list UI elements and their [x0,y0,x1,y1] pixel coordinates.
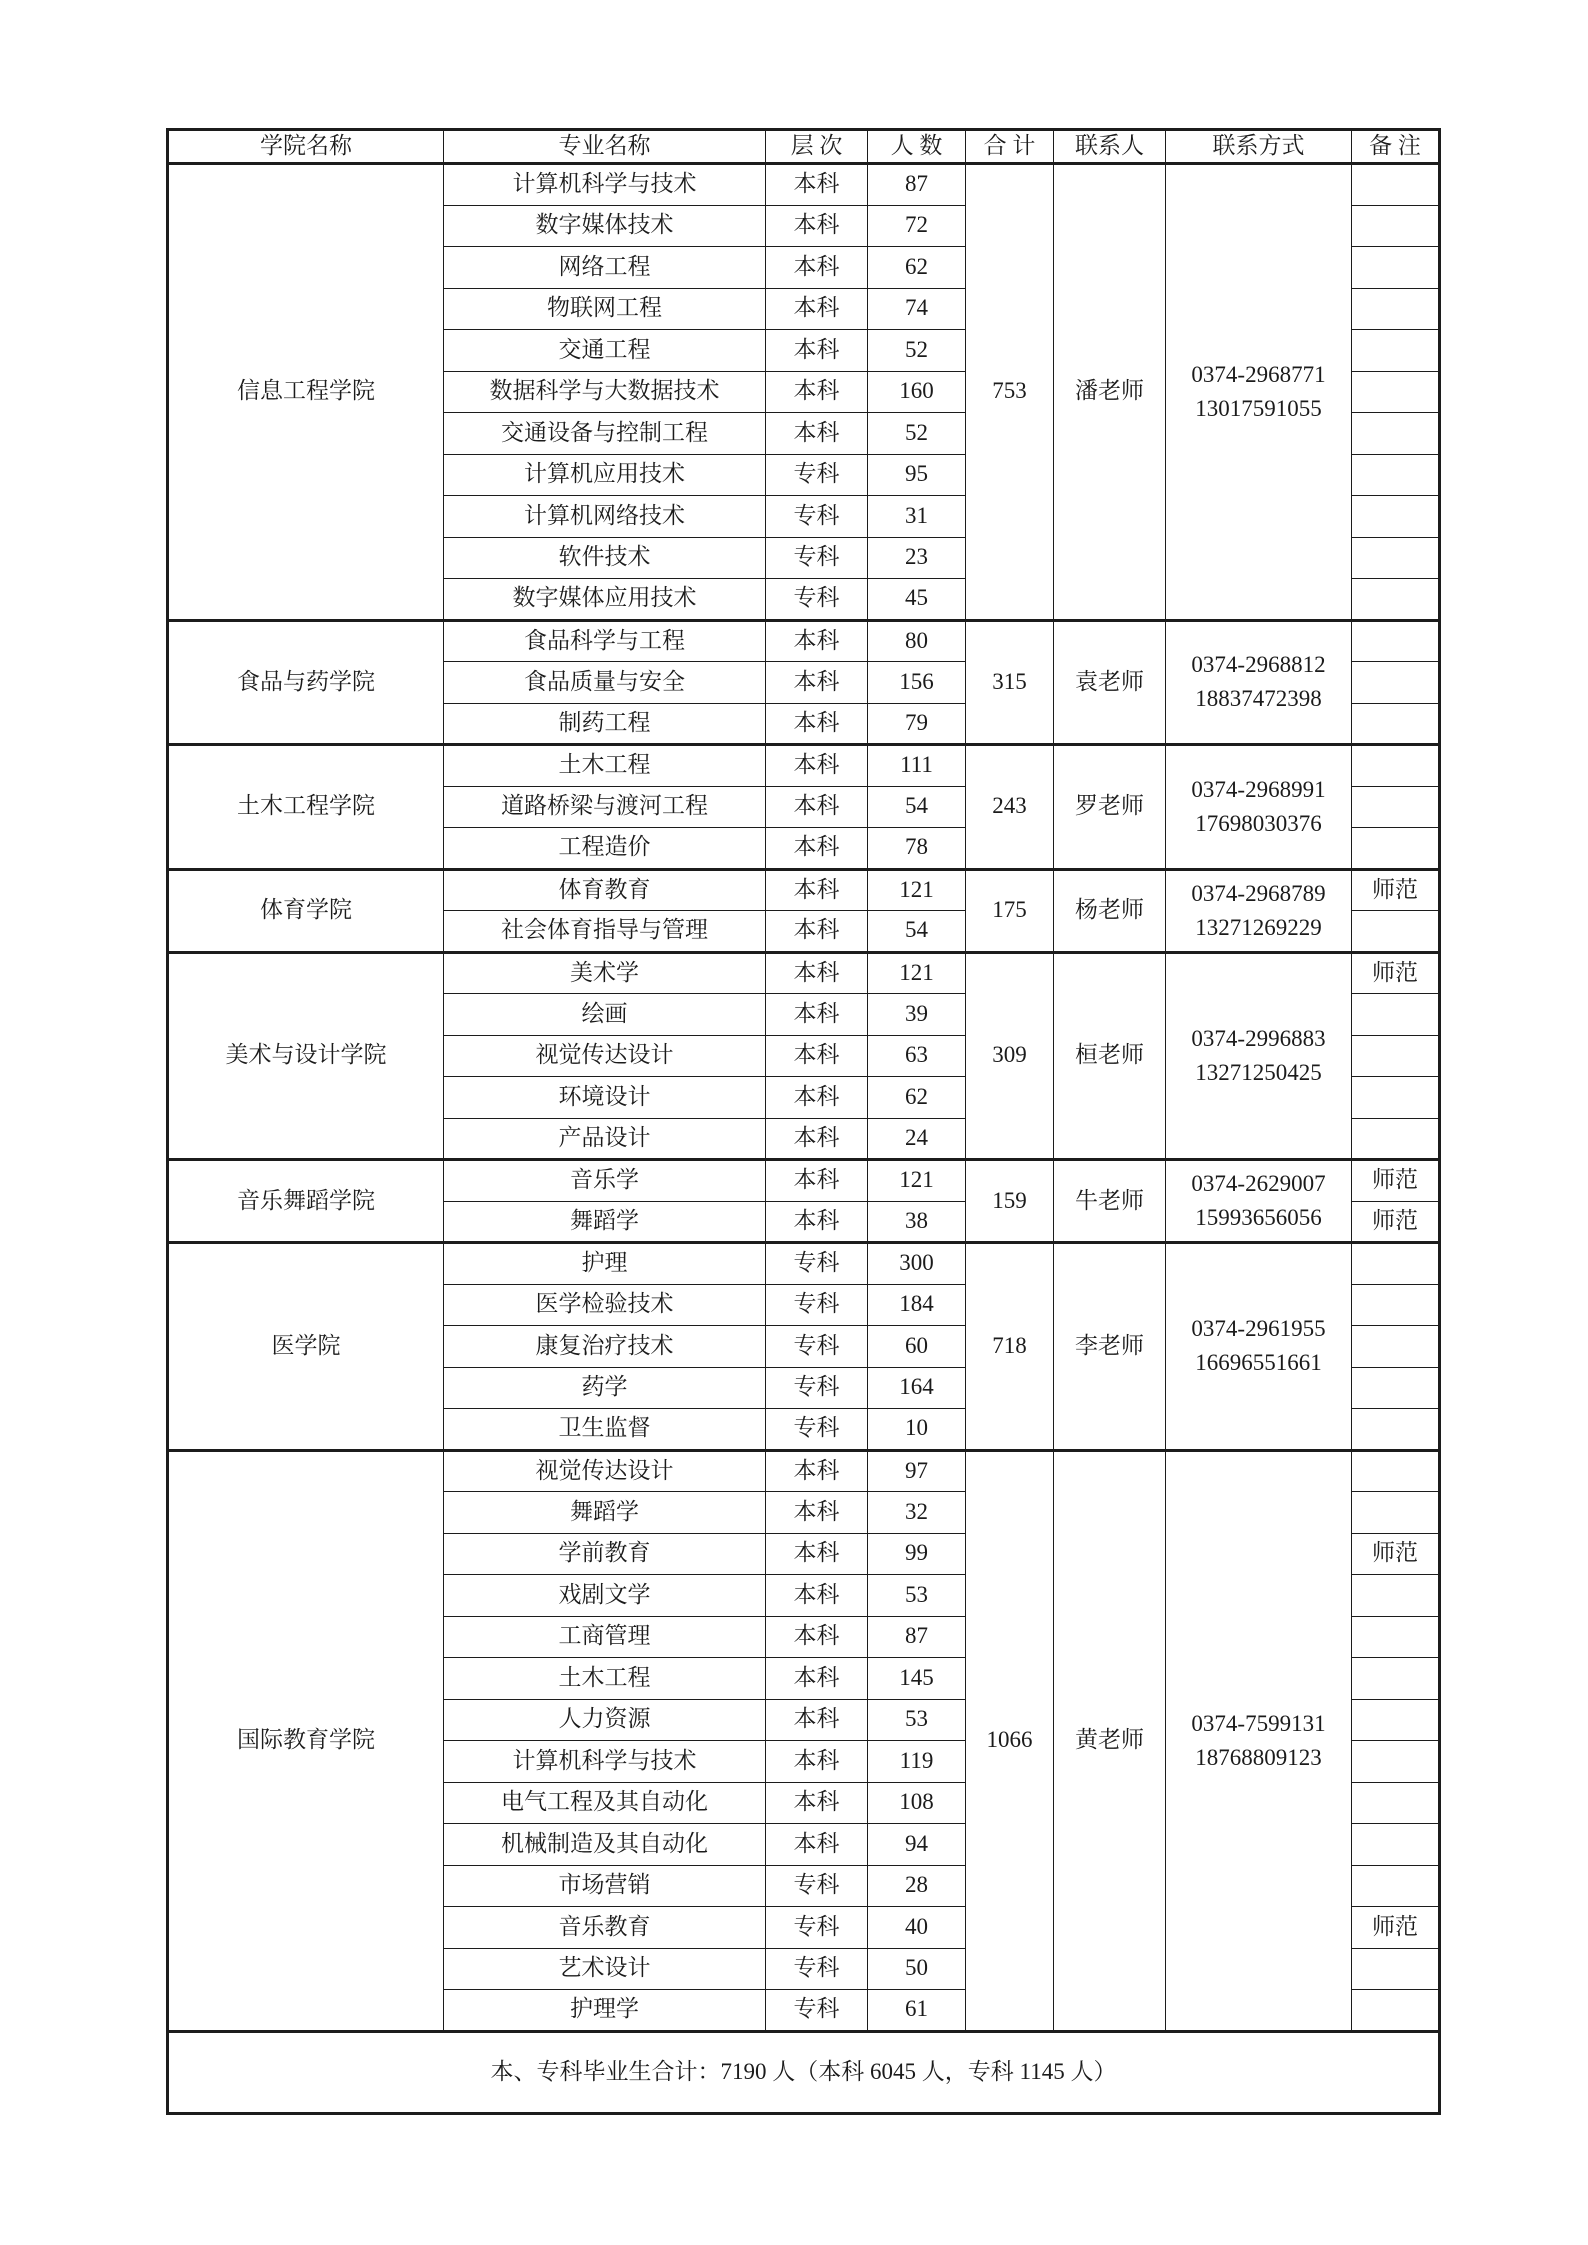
level-cell: 本科 [766,1118,868,1160]
major-cell: 舞蹈学 [444,1492,766,1534]
phone-line: 0374-2968812 [1191,652,1326,678]
major-cell: 人力资源 [444,1699,766,1741]
note-cell [1352,1367,1440,1409]
level-cell: 专科 [766,1907,868,1949]
note-cell [1352,1658,1440,1700]
note-cell [1352,1243,1440,1285]
phone-line: 13017591055 [1195,395,1322,421]
count-cell: 63 [868,1035,966,1077]
note-cell [1352,786,1440,828]
count-cell: 111 [868,745,966,787]
count-cell: 121 [868,1160,966,1202]
contact-cell: 李老师 [1054,1243,1166,1451]
level-cell: 专科 [766,1409,868,1451]
count-cell: 145 [868,1658,966,1700]
count-cell: 53 [868,1699,966,1741]
note-cell [1352,1492,1440,1534]
table-row [168,620,1440,662]
major-cell: 环境设计 [444,1077,766,1119]
phone-line: 17698030376 [1195,810,1322,836]
total-cell: 175 [966,869,1054,952]
note-cell [1352,828,1440,870]
level-cell: 专科 [766,496,868,538]
phone-line: 0374-2968771 [1191,361,1326,387]
note-cell [1352,1865,1440,1907]
major-cell: 计算机应用技术 [444,454,766,496]
note-cell [1352,330,1440,372]
note-cell: 师范 [1352,1533,1440,1575]
contact-cell: 袁老师 [1054,620,1166,745]
major-cell: 美术学 [444,952,766,994]
count-cell: 62 [868,247,966,289]
level-cell: 本科 [766,1741,868,1783]
phone-line: 15993656056 [1195,1205,1322,1230]
total-cell: 315 [966,620,1054,745]
note-cell [1352,703,1440,745]
table-row [168,952,1440,994]
note-cell [1352,1575,1440,1617]
count-cell: 54 [868,786,966,828]
count-cell: 300 [868,1243,966,1285]
level-cell: 本科 [766,247,868,289]
note-cell [1352,1409,1440,1451]
major-cell: 视觉传达设计 [444,1450,766,1492]
total-cell: 753 [966,164,1054,621]
college-name-cell: 体育学院 [168,869,444,952]
note-cell [1352,1741,1440,1783]
major-cell: 计算机科学与技术 [444,164,766,206]
phone-line: 18768809123 [1195,1744,1322,1770]
note-cell [1352,1450,1440,1492]
major-cell: 工商管理 [444,1616,766,1658]
count-cell: 32 [868,1492,966,1534]
major-cell: 绘画 [444,994,766,1036]
total-cell: 159 [966,1160,1054,1243]
major-cell: 工程造价 [444,828,766,870]
total-cell: 718 [966,1243,1054,1451]
level-cell: 本科 [766,1658,868,1700]
count-cell: 60 [868,1326,966,1368]
note-cell [1352,413,1440,455]
level-cell: 本科 [766,1160,868,1202]
count-cell: 94 [868,1824,966,1866]
count-cell: 79 [868,703,966,745]
count-cell: 31 [868,496,966,538]
count-cell: 97 [868,1450,966,1492]
level-cell: 专科 [766,1284,868,1326]
level-cell: 专科 [766,1326,868,1368]
count-cell: 87 [868,164,966,206]
contact-cell: 桓老师 [1054,952,1166,1160]
level-cell: 专科 [766,1367,868,1409]
level-cell: 本科 [766,662,868,704]
phone-line: 18837472398 [1195,686,1322,712]
level-cell: 本科 [766,1699,868,1741]
level-cell: 本科 [766,1533,868,1575]
table-header [168,130,1440,164]
contact-cell: 潘老师 [1054,164,1166,621]
level-cell: 本科 [766,1782,868,1824]
level-cell: 本科 [766,413,868,455]
level-cell: 本科 [766,869,868,911]
header-count: 人 数 [868,130,966,164]
phone-cell [1166,1243,1352,1451]
note-cell [1352,1990,1440,2032]
college-name-cell: 医学院 [168,1243,444,1451]
summary-text: 本、专科毕业生合计：7190 人（本科 6045 人，专科 1145 人） [168,2031,1440,2113]
header-phone: 联系方式 [1166,130,1352,164]
college-name-cell: 土木工程学院 [168,745,444,870]
total-cell: 309 [966,952,1054,1160]
major-cell: 市场营销 [444,1865,766,1907]
major-cell: 网络工程 [444,247,766,289]
note-cell [1352,537,1440,579]
count-cell: 80 [868,620,966,662]
phone-line: 13271269229 [1195,914,1322,940]
summary-row [168,2031,1440,2113]
college-name-cell: 国际教育学院 [168,1450,444,2031]
note-cell: 师范 [1352,869,1440,911]
note-cell [1352,496,1440,538]
table-row [168,1160,1440,1202]
count-cell: 87 [868,1616,966,1658]
level-cell: 本科 [766,1201,868,1243]
graduates-table [166,128,1441,2115]
header-contact: 联系人 [1054,130,1166,164]
major-cell: 社会体育指导与管理 [444,911,766,953]
college-name-cell: 音乐舞蹈学院 [168,1160,444,1243]
major-cell: 食品科学与工程 [444,620,766,662]
note-cell [1352,1326,1440,1368]
note-cell [1352,1118,1440,1160]
count-cell: 10 [868,1409,966,1451]
phone-line: 13271250425 [1195,1059,1322,1085]
level-cell: 本科 [766,994,868,1036]
note-cell: 师范 [1352,1201,1440,1243]
count-cell: 121 [868,869,966,911]
header-total: 合 计 [966,130,1054,164]
phone-line: 0374-7599131 [1191,1710,1326,1736]
note-cell [1352,371,1440,413]
level-cell: 专科 [766,1948,868,1990]
table-row [168,745,1440,787]
level-cell: 本科 [766,745,868,787]
level-cell: 本科 [766,330,868,372]
note-cell [1352,247,1440,289]
level-cell: 本科 [766,1575,868,1617]
phone-line: 0374-2968991 [1191,776,1326,802]
phone-cell [1166,745,1352,870]
header-note: 备 注 [1352,130,1440,164]
count-cell: 52 [868,413,966,455]
major-cell: 土木工程 [444,745,766,787]
count-cell: 121 [868,952,966,994]
count-cell: 39 [868,994,966,1036]
note-cell [1352,164,1440,206]
table-row [168,1450,1440,1492]
count-cell: 23 [868,537,966,579]
note-cell [1352,579,1440,621]
note-cell [1352,662,1440,704]
level-cell: 本科 [766,371,868,413]
phone-cell [1166,1160,1352,1243]
major-cell: 食品质量与安全 [444,662,766,704]
note-cell [1352,745,1440,787]
level-cell: 专科 [766,579,868,621]
note-cell: 师范 [1352,1907,1440,1949]
count-cell: 38 [868,1201,966,1243]
level-cell: 专科 [766,537,868,579]
major-cell: 物联网工程 [444,288,766,330]
major-cell: 卫生监督 [444,1409,766,1451]
level-cell: 本科 [766,911,868,953]
phone-line: 0374-2629007 [1191,1171,1326,1196]
major-cell: 机械制造及其自动化 [444,1824,766,1866]
major-cell: 交通工程 [444,330,766,372]
phone-cell [1166,869,1352,952]
count-cell: 52 [868,330,966,372]
level-cell: 专科 [766,1990,868,2032]
major-cell: 软件技术 [444,537,766,579]
major-cell: 舞蹈学 [444,1201,766,1243]
major-cell: 护理学 [444,1990,766,2032]
count-cell: 119 [868,1741,966,1783]
count-cell: 95 [868,454,966,496]
count-cell: 62 [868,1077,966,1119]
count-cell: 108 [868,1782,966,1824]
major-cell: 音乐学 [444,1160,766,1202]
phone-cell [1166,164,1352,621]
phone-line: 0374-2968789 [1191,880,1326,906]
major-cell: 土木工程 [444,1658,766,1700]
level-cell: 本科 [766,703,868,745]
note-cell [1352,1616,1440,1658]
count-cell: 164 [868,1367,966,1409]
count-cell: 78 [868,828,966,870]
major-cell: 计算机网络技术 [444,496,766,538]
note-cell [1352,911,1440,953]
major-cell: 音乐教育 [444,1907,766,1949]
count-cell: 53 [868,1575,966,1617]
header-major: 专业名称 [444,130,766,164]
phone-cell [1166,620,1352,745]
level-cell: 本科 [766,164,868,206]
phone-line: 0374-2996883 [1191,1025,1326,1051]
level-cell: 本科 [766,1824,868,1866]
note-cell [1352,994,1440,1036]
count-cell: 72 [868,205,966,247]
count-cell: 184 [868,1284,966,1326]
note-cell [1352,288,1440,330]
note-cell [1352,1035,1440,1077]
header-level: 层 次 [766,130,868,164]
major-cell: 艺术设计 [444,1948,766,1990]
count-cell: 61 [868,1990,966,2032]
level-cell: 本科 [766,828,868,870]
count-cell: 99 [868,1533,966,1575]
major-cell: 药学 [444,1367,766,1409]
total-cell: 1066 [966,1450,1054,2031]
contact-cell: 黄老师 [1054,1450,1166,2031]
college-name-cell: 信息工程学院 [168,164,444,621]
note-cell: 师范 [1352,952,1440,994]
major-cell: 戏剧文学 [444,1575,766,1617]
level-cell: 本科 [766,1492,868,1534]
note-cell [1352,205,1440,247]
major-cell: 护理 [444,1243,766,1285]
phone-line: 16696551661 [1195,1350,1322,1376]
contact-cell: 杨老师 [1054,869,1166,952]
major-cell: 产品设计 [444,1118,766,1160]
major-cell: 计算机科学与技术 [444,1741,766,1783]
table-row [168,164,1440,206]
note-cell [1352,1077,1440,1119]
level-cell: 本科 [766,620,868,662]
total-cell: 243 [966,745,1054,870]
major-cell: 数字媒体应用技术 [444,579,766,621]
major-cell: 制药工程 [444,703,766,745]
note-cell: 师范 [1352,1160,1440,1202]
table-body [168,164,1440,2032]
major-cell: 体育教育 [444,869,766,911]
table-row [168,869,1440,911]
count-cell: 24 [868,1118,966,1160]
major-cell: 学前教育 [444,1533,766,1575]
count-cell: 45 [868,579,966,621]
header-college: 学院名称 [168,130,444,164]
level-cell: 本科 [766,1450,868,1492]
phone-cell [1166,1450,1352,2031]
major-cell: 电气工程及其自动化 [444,1782,766,1824]
college-name-cell: 食品与药学院 [168,620,444,745]
major-cell: 数据科学与大数据技术 [444,371,766,413]
level-cell: 本科 [766,205,868,247]
level-cell: 本科 [766,1035,868,1077]
major-cell: 道路桥梁与渡河工程 [444,786,766,828]
count-cell: 156 [868,662,966,704]
level-cell: 本科 [766,1077,868,1119]
level-cell: 专科 [766,1865,868,1907]
level-cell: 本科 [766,1616,868,1658]
contact-cell: 牛老师 [1054,1160,1166,1243]
count-cell: 50 [868,1948,966,1990]
level-cell: 本科 [766,288,868,330]
note-cell [1352,1284,1440,1326]
note-cell [1352,1782,1440,1824]
count-cell: 74 [868,288,966,330]
phone-cell [1166,952,1352,1160]
note-cell [1352,1824,1440,1866]
college-name-cell: 美术与设计学院 [168,952,444,1160]
table-row [168,1243,1440,1285]
major-cell: 交通设备与控制工程 [444,413,766,455]
major-cell: 康复治疗技术 [444,1326,766,1368]
major-cell: 视觉传达设计 [444,1035,766,1077]
major-cell: 医学检验技术 [444,1284,766,1326]
count-cell: 54 [868,911,966,953]
note-cell [1352,1699,1440,1741]
level-cell: 专科 [766,1243,868,1285]
header-row [168,130,1440,164]
level-cell: 本科 [766,786,868,828]
note-cell [1352,1948,1440,1990]
level-cell: 专科 [766,454,868,496]
note-cell [1352,454,1440,496]
contact-cell: 罗老师 [1054,745,1166,870]
note-cell [1352,620,1440,662]
count-cell: 160 [868,371,966,413]
count-cell: 40 [868,1907,966,1949]
level-cell: 本科 [766,952,868,994]
count-cell: 28 [868,1865,966,1907]
major-cell: 数字媒体技术 [444,205,766,247]
table-footer [168,2031,1440,2113]
phone-line: 0374-2961955 [1191,1316,1326,1342]
